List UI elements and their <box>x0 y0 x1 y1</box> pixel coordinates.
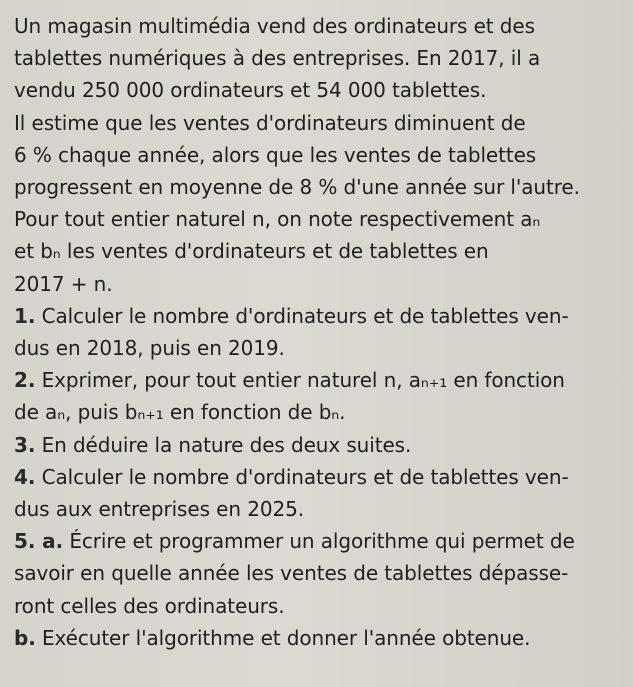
question-number: 1. <box>14 303 36 328</box>
question-number: 2. <box>14 368 36 393</box>
intro-line: Un magasin multimédia vend des ordinateurs et des <box>14 14 535 38</box>
question-number: 4. <box>14 464 36 489</box>
question-text: dus aux entreprises en 2025. <box>14 497 304 522</box>
question-text: savoir en quelle année les ventes de tablettes dépasse- <box>14 561 569 586</box>
question-3 <box>14 429 623 461</box>
question-text: Exécuter l'algorithme et donner l'année obtenue. <box>41 625 531 650</box>
question-text: Calculer le nombre d'ordinateurs et de tablettes ven- <box>41 464 569 489</box>
intro-line: et bₙ les ventes d'ordinateurs et de tablettes en <box>14 239 489 264</box>
question-number: b. <box>14 625 36 650</box>
question-number: 5. a. <box>14 529 64 554</box>
question-text: Calculer le nombre d'ordinateurs et de tablettes ven- <box>41 303 569 328</box>
intro-line: Il estime que les ventes d'ordinateurs diminuent de <box>14 110 526 135</box>
question-text: de aₙ, puis bₙ₊₁ en fonction de bₙ. <box>14 400 346 425</box>
question-4 <box>14 461 623 525</box>
question-text: dus en 2018, puis en 2019. <box>14 336 285 361</box>
intro-line: Pour tout entier naturel n, on note respectivement aₙ <box>14 207 541 232</box>
question-text: ront celles des ordinateurs. <box>14 593 285 618</box>
question-5b <box>14 622 623 654</box>
question-5a <box>14 525 623 622</box>
intro-line: 2017 + n. <box>14 271 113 296</box>
question-text: Exprimer, pour tout entier naturel n, aₙ₊₁ en fonction <box>41 368 565 393</box>
question-2 <box>14 364 623 428</box>
question-text: En déduire la nature des deux suites. <box>41 432 412 457</box>
intro-paragraph <box>14 10 623 300</box>
question-number: 3. <box>14 432 36 457</box>
intro-line: 6 % chaque année, alors que les ventes de tablettes <box>14 142 537 167</box>
intro-line: vendu 250 000 ordinateurs et 54 000 tablettes. <box>14 78 487 103</box>
question-text: Écrire et programmer un algorithme qui permet de <box>69 529 575 554</box>
intro-line: tablettes numériques à des entreprises. En 2017, il a <box>14 46 541 71</box>
question-1 <box>14 300 623 364</box>
intro-line: progressent en moyenne de 8 % d'une année sur l'autre. <box>14 175 580 200</box>
